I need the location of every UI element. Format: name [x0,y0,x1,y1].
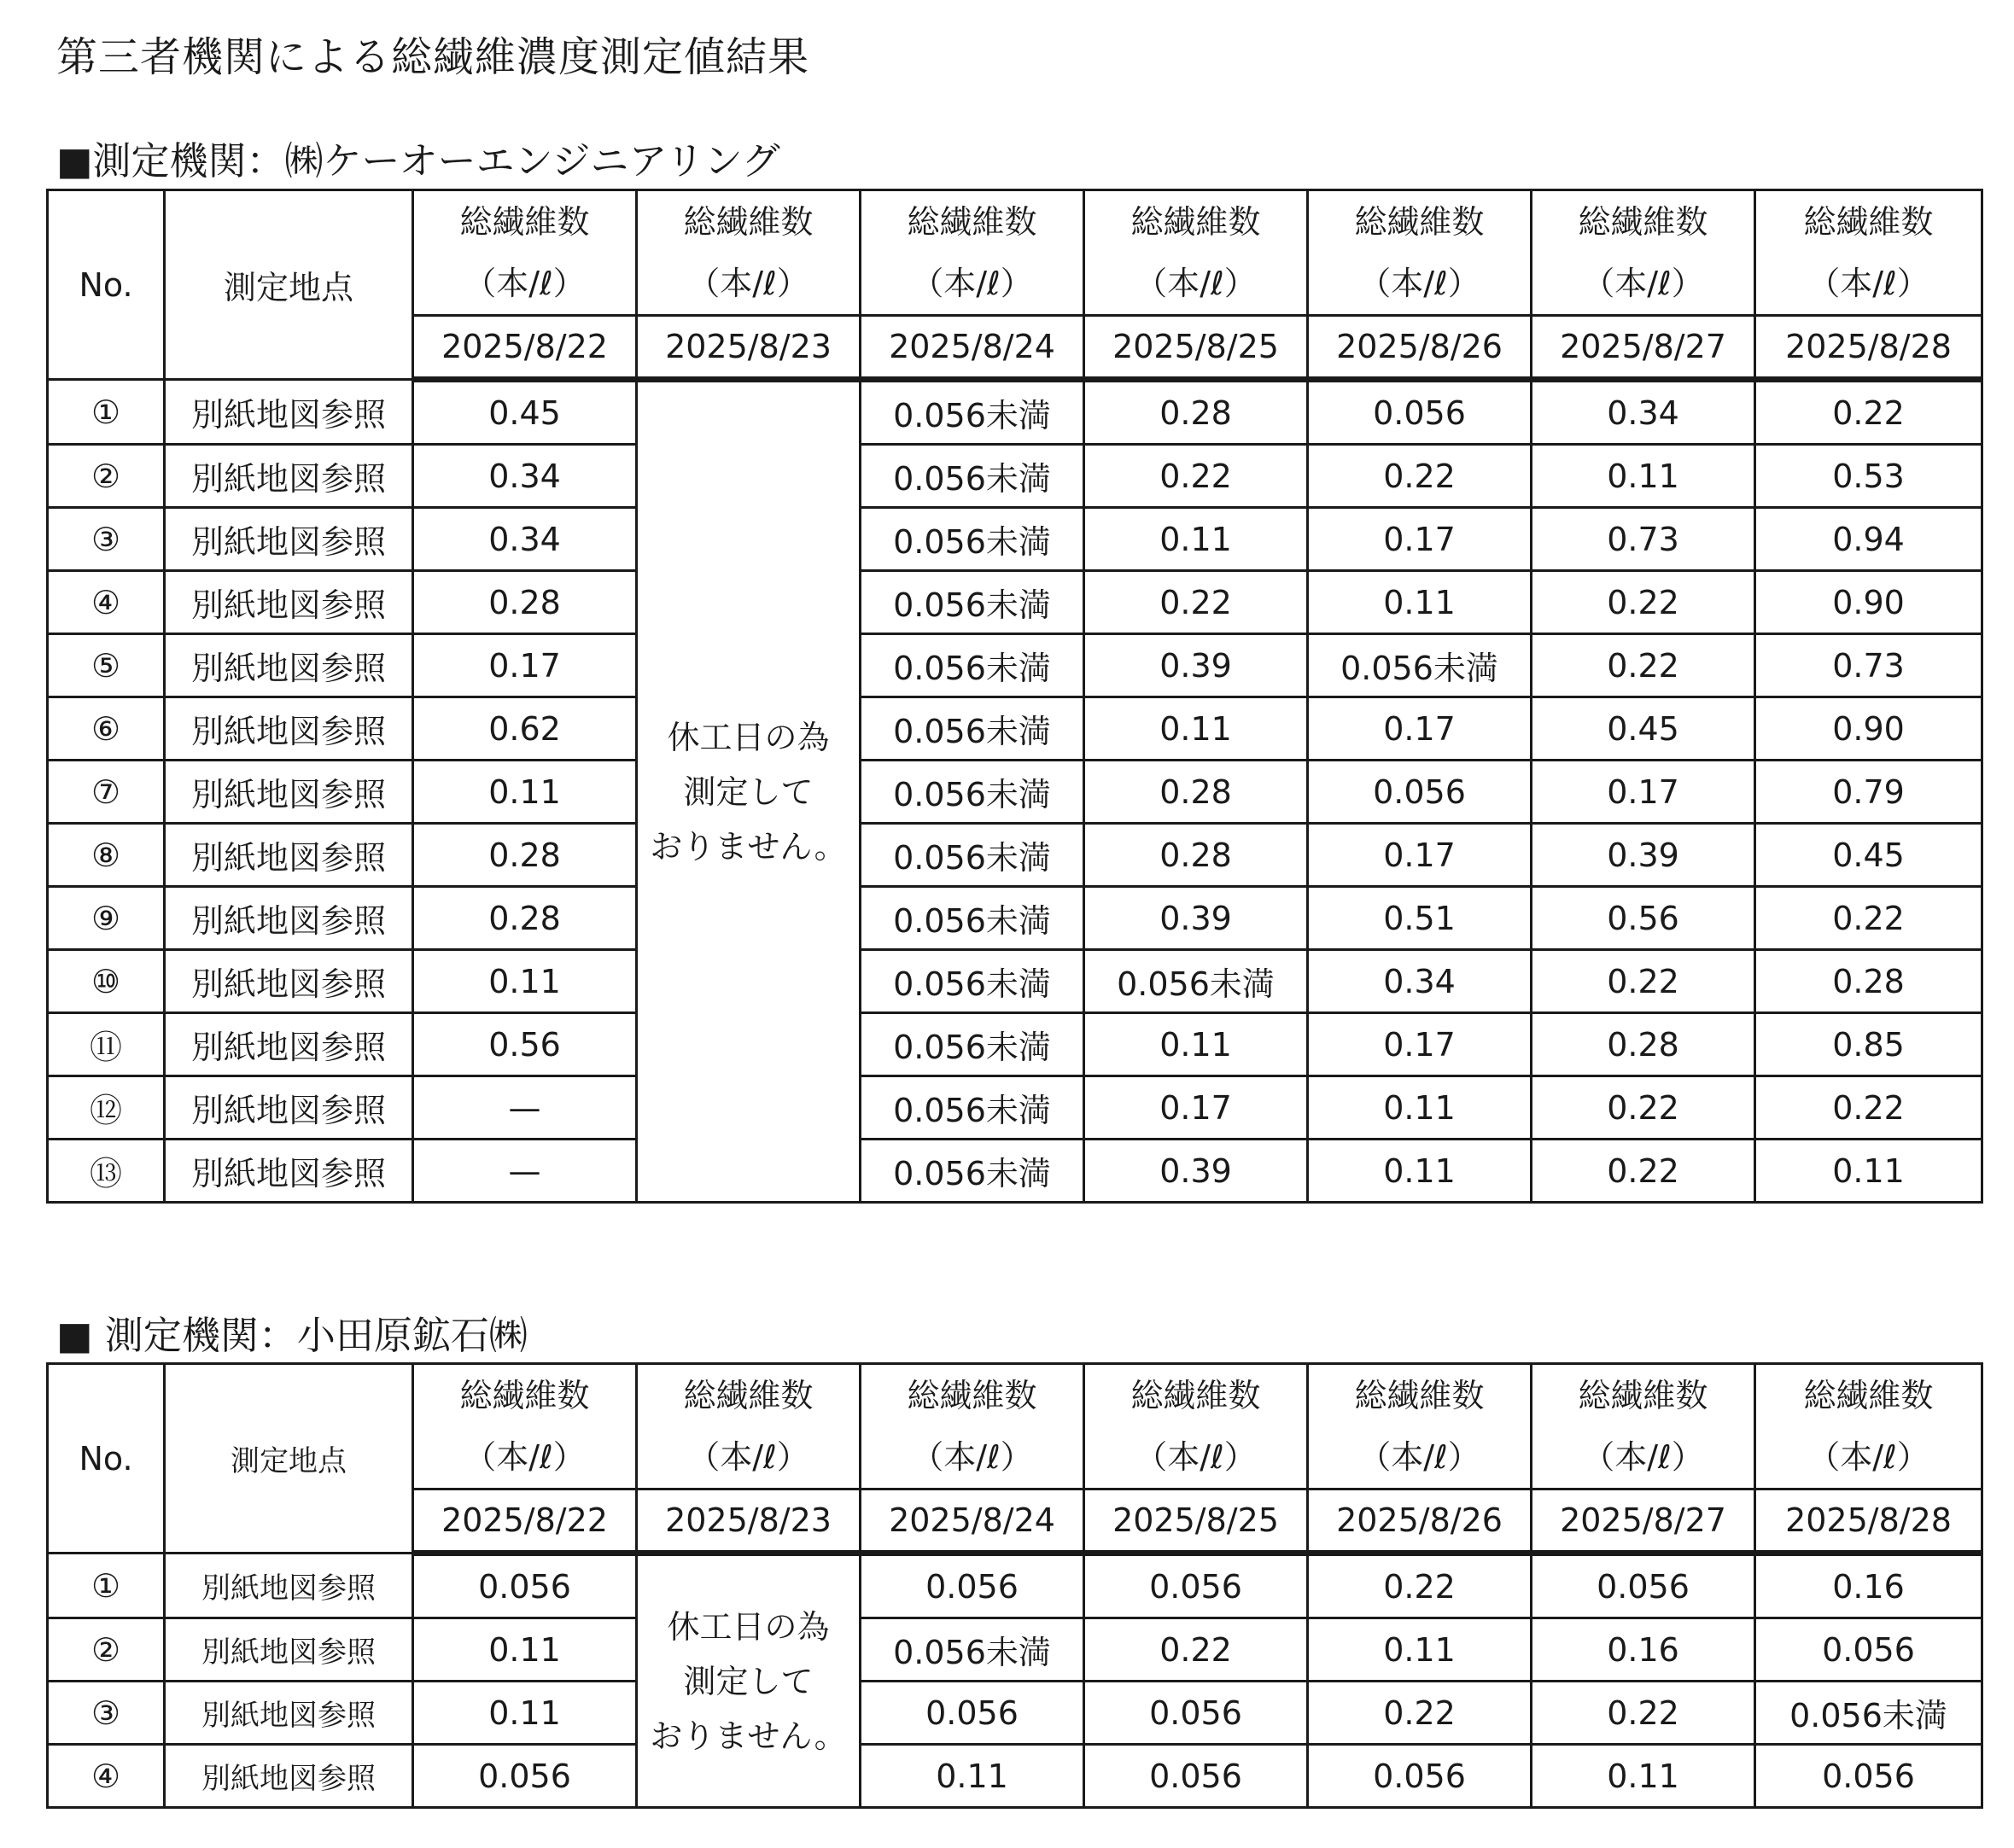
fiber-value-cell: 0.056未満 [1308,634,1532,697]
header-date: 2025/8/27 [1532,1489,1755,1554]
row-number: ⑫ [48,1076,165,1140]
row-number: ⑪ [48,1013,165,1076]
fiber-value-cell: 0.056未満 [861,950,1084,1013]
fiber-value-cell: 0.39 [1084,887,1308,950]
fiber-value-cell: 0.16 [1532,1618,1755,1682]
header-date: 2025/8/28 [1755,1489,1982,1554]
header-fiber-count [861,1364,1084,1489]
fiber-value-cell: 0.73 [1532,508,1755,571]
row-location: 別紙地図参照 [165,508,413,571]
fiber-value-cell: 0.056未満 [861,824,1084,887]
fiber-value-cell: — [413,1140,637,1203]
table-row [48,1140,1982,1203]
fiber-value-cell: 0.22 [1532,1076,1755,1140]
fiber-value-cell: 0.11 [861,1745,1084,1808]
fiber-value-cell: 0.11 [1084,697,1308,761]
fiber-value-cell: 0.22 [1755,1076,1982,1140]
row-number: ⑩ [48,950,165,1013]
header-date: 2025/8/28 [1755,316,1982,380]
table-row [48,634,1982,697]
fiber-value-cell: 0.056 [413,1554,637,1618]
fiber-value-cell: 0.056未満 [861,1076,1084,1140]
fiber-value-cell: 0.22 [1755,380,1982,445]
fiber-value-cell: 0.94 [1755,508,1982,571]
fiber-value-cell: 0.056未満 [861,445,1084,508]
table-row [48,1013,1982,1076]
header-date: 2025/8/23 [637,316,861,380]
header-fiber-count [1532,190,1755,316]
measurement-table-odawara-koseki [46,1362,1983,1809]
header-fiber-label: 総繊維数 [1354,203,1485,241]
row-location: 別紙地図参照 [165,1618,413,1682]
header-unit-label: （本/ℓ） [1582,1438,1704,1476]
fiber-value-cell: 0.11 [413,1618,637,1682]
header-fiber-count [1755,190,1982,316]
fiber-value-cell: 0.056 [1755,1618,1982,1682]
fiber-value-cell: 0.22 [1532,950,1755,1013]
fiber-value-cell: 0.22 [1532,1140,1755,1203]
row-number: ⑨ [48,887,165,950]
fiber-value-cell: 0.056 [861,1554,1084,1618]
row-location: 別紙地図参照 [165,887,413,950]
holiday-note [637,380,861,1203]
header-fiber-label: 総繊維数 [683,203,814,241]
header-fiber-label: 総繊維数 [683,1377,814,1414]
fiber-value-cell: 0.45 [1532,697,1755,761]
row-number: ④ [48,1745,165,1808]
fiber-value-cell: 0.22 [1308,1682,1532,1745]
header-fiber-label: 総繊維数 [1354,1377,1485,1414]
header-fiber-label: 総繊維数 [907,203,1037,241]
holiday-note-line: 測定して [683,772,814,811]
table-row [48,380,1982,445]
fiber-value-cell: 0.22 [1308,445,1532,508]
fiber-value-cell: 0.056 [1308,1745,1532,1808]
fiber-value-cell: 0.056 [1084,1745,1308,1808]
row-number: ⑧ [48,824,165,887]
header-fiber-count [1084,1364,1308,1489]
row-location: 別紙地図参照 [165,824,413,887]
fiber-value-cell: 0.39 [1532,824,1755,887]
row-location: 別紙地図参照 [165,1682,413,1745]
fiber-value-cell: 0.056未満 [861,508,1084,571]
fiber-value-cell: 0.056未満 [861,887,1084,950]
row-number: ⑦ [48,761,165,824]
row-number: ③ [48,1682,165,1745]
row-location: 別紙地図参照 [165,1013,413,1076]
fiber-value-cell: 0.28 [413,824,637,887]
row-number: ③ [48,508,165,571]
row-location: 別紙地図参照 [165,1076,413,1140]
header-no: No. [48,1364,165,1554]
header-date: 2025/8/22 [413,1489,637,1554]
fiber-value-cell: 0.11 [413,950,637,1013]
header-unit-label: （本/ℓ） [1135,1438,1257,1476]
table-row [48,571,1982,634]
fiber-value-cell: 0.53 [1755,445,1982,508]
fiber-value-cell: 0.11 [1084,508,1308,571]
header-fiber-count [413,190,637,316]
fiber-value-cell: 0.90 [1755,697,1982,761]
holiday-note-line: 休工日の為 [667,718,830,756]
fiber-value-cell: 0.17 [1532,761,1755,824]
header-fiber-label: 総繊維数 [459,203,590,241]
header-fiber-label: 総繊維数 [1130,1377,1261,1414]
fiber-value-cell: 0.45 [413,380,637,445]
fiber-value-cell: 0.056未満 [861,761,1084,824]
header-fiber-label: 総繊維数 [1803,203,1934,241]
fiber-value-cell: 0.56 [413,1013,637,1076]
header-date: 2025/8/26 [1308,1489,1532,1554]
fiber-value-cell: 0.11 [1308,1140,1532,1203]
header-unit-label: （本/ℓ） [1807,265,1929,302]
header-row [48,190,1982,316]
fiber-value-cell: 0.79 [1755,761,1982,824]
header-fiber-label: 総繊維数 [907,1377,1037,1414]
fiber-value-cell: 0.17 [1308,508,1532,571]
fiber-value-cell: 0.28 [413,571,637,634]
fiber-value-cell: 0.22 [1755,887,1982,950]
fiber-value-cell: 0.28 [1084,380,1308,445]
fiber-value-cell: 0.17 [413,634,637,697]
fiber-value-cell: 0.17 [1308,697,1532,761]
header-unit-label: （本/ℓ） [1135,265,1257,302]
fiber-value-cell: 0.056 [1755,1745,1982,1808]
header-unit-label: （本/ℓ） [1807,1438,1929,1476]
fiber-value-cell: 0.34 [1308,950,1532,1013]
header-fiber-label: 総繊維数 [1803,1377,1934,1414]
row-location: 別紙地図参照 [165,950,413,1013]
fiber-value-cell: 0.17 [1308,1013,1532,1076]
fiber-value-cell: 0.22 [1532,571,1755,634]
header-date: 2025/8/22 [413,316,637,380]
fiber-value-cell: 0.056未満 [1755,1682,1982,1745]
fiber-value-cell: 0.16 [1755,1554,1982,1618]
header-fiber-count [1532,1364,1755,1489]
header-unit-label: （本/ℓ） [464,265,586,302]
table-row [48,508,1982,571]
fiber-value-cell: 0.11 [1532,1745,1755,1808]
row-location: 別紙地図参照 [165,1140,413,1203]
fiber-value-cell: 0.056未満 [861,1013,1084,1076]
header-unit-label: （本/ℓ） [1582,265,1704,302]
header-unit-label: （本/ℓ） [687,1438,809,1476]
fiber-value-cell: 0.11 [1755,1140,1982,1203]
fiber-value-cell: 0.056未満 [861,634,1084,697]
fiber-value-cell: 0.056 [861,1682,1084,1745]
table-row [48,824,1982,887]
header-fiber-count [861,190,1084,316]
fiber-value-cell: 0.22 [1084,1618,1308,1682]
fiber-value-cell: 0.34 [413,445,637,508]
table-row [48,697,1982,761]
fiber-value-cell: 0.85 [1755,1013,1982,1076]
header-date: 2025/8/25 [1084,316,1308,380]
fiber-value-cell: 0.28 [1084,824,1308,887]
fiber-value-cell: 0.056 [1084,1554,1308,1618]
fiber-value-cell: 0.28 [1755,950,1982,1013]
fiber-value-cell: 0.51 [1308,887,1532,950]
holiday-note-line: 測定して [683,1662,814,1700]
fiber-value-cell: 0.22 [1532,1682,1755,1745]
header-date: 2025/8/24 [861,1489,1084,1554]
table-row [48,950,1982,1013]
table-row [48,445,1982,508]
table-row [48,1682,1982,1745]
fiber-value-cell: 0.34 [413,508,637,571]
header-fiber-count [1308,1364,1532,1489]
holiday-note-line: 休工日の為 [667,1607,830,1646]
row-number: ① [48,380,165,445]
row-number: ⑤ [48,634,165,697]
header-fiber-label: 総繊維数 [1578,1377,1708,1414]
fiber-value-cell: 0.28 [1532,1013,1755,1076]
row-location: 別紙地図参照 [165,380,413,445]
row-number: ② [48,445,165,508]
fiber-value-cell: 0.11 [413,761,637,824]
header-fiber-label: 総繊維数 [1578,203,1708,241]
header-date: 2025/8/26 [1308,316,1532,380]
fiber-value-cell: 0.45 [1755,824,1982,887]
row-location: 別紙地図参照 [165,761,413,824]
fiber-value-cell: 0.056 [1308,761,1532,824]
row-location: 別紙地図参照 [165,445,413,508]
header-no: No. [48,190,165,380]
fiber-value-cell: 0.28 [413,887,637,950]
fiber-value-cell: 0.22 [1532,634,1755,697]
header-date: 2025/8/23 [637,1489,861,1554]
table-row [48,887,1982,950]
fiber-value-cell: 0.56 [1532,887,1755,950]
fiber-value-cell: — [413,1076,637,1140]
fiber-value-cell: 0.056 [413,1745,637,1808]
measurement-table-ko-engineering [46,189,1983,1204]
row-number: ⑬ [48,1140,165,1203]
fiber-value-cell: 0.22 [1084,445,1308,508]
fiber-value-cell: 0.056 [1084,1682,1308,1745]
fiber-value-cell: 0.056 [1532,1554,1755,1618]
section-heading-odawara-koseki: ■ 測定機関：小田原鉱石㈱ [56,1313,528,1358]
fiber-value-cell: 0.39 [1084,634,1308,697]
fiber-value-cell: 0.11 [1308,571,1532,634]
fiber-value-cell: 0.11 [1308,1076,1532,1140]
fiber-value-cell: 0.17 [1308,824,1532,887]
header-unit-label: （本/ℓ） [687,265,809,302]
header-fiber-label: 総繊維数 [1130,203,1261,241]
row-number: ④ [48,571,165,634]
header-fiber-count [637,190,861,316]
row-number: ① [48,1554,165,1618]
fiber-value-cell: 0.22 [1084,571,1308,634]
fiber-value-cell: 0.056未満 [861,697,1084,761]
row-location: 別紙地図参照 [165,1745,413,1808]
row-location: 別紙地図参照 [165,634,413,697]
fiber-value-cell: 0.11 [1532,445,1755,508]
table-row [48,1554,1982,1618]
row-location: 別紙地図参照 [165,697,413,761]
fiber-value-cell: 0.39 [1084,1140,1308,1203]
holiday-note [637,1554,861,1808]
table-row [48,1076,1982,1140]
fiber-value-cell: 0.22 [1308,1554,1532,1618]
fiber-value-cell: 0.34 [1532,380,1755,445]
header-fiber-count [413,1364,637,1489]
header-unit-label: （本/ℓ） [1358,1438,1480,1476]
header-fiber-label: 総繊維数 [459,1377,590,1414]
section-heading-ko-engineering: ■測定機関：㈱ケーオーエンジニアリング [56,138,780,184]
table-row [48,1745,1982,1808]
table-row [48,761,1982,824]
fiber-value-cell: 0.056 [1308,380,1532,445]
table-row [48,1618,1982,1682]
header-row [48,1364,1982,1489]
page-title: 第三者機関による総繊維濃度測定値結果 [56,33,810,81]
fiber-value-cell: 0.056未満 [861,1618,1084,1682]
header-unit-label: （本/ℓ） [464,1438,586,1476]
fiber-value-cell: 0.11 [413,1682,637,1745]
header-fiber-count [1084,190,1308,316]
fiber-value-cell: 0.28 [1084,761,1308,824]
header-unit-label: （本/ℓ） [911,1438,1033,1476]
fiber-value-cell: 0.056未満 [861,571,1084,634]
header-unit-label: （本/ℓ） [911,265,1033,302]
holiday-note-line: おりません。 [650,1717,847,1755]
fiber-value-cell: 0.056未満 [861,380,1084,445]
row-location: 別紙地図参照 [165,1554,413,1618]
header-location: 測定地点 [165,190,413,380]
fiber-value-cell: 0.90 [1755,571,1982,634]
header-date: 2025/8/27 [1532,316,1755,380]
fiber-value-cell: 0.17 [1084,1076,1308,1140]
header-fiber-count [1308,190,1532,316]
header-date: 2025/8/25 [1084,1489,1308,1554]
fiber-value-cell: 0.056未満 [1084,950,1308,1013]
row-location: 別紙地図参照 [165,571,413,634]
fiber-value-cell: 0.11 [1308,1618,1532,1682]
fiber-value-cell: 0.11 [1084,1013,1308,1076]
header-fiber-count [1755,1364,1982,1489]
holiday-note-line: おりません。 [650,827,847,866]
row-number: ② [48,1618,165,1682]
header-fiber-count [637,1364,861,1489]
header-unit-label: （本/ℓ） [1358,265,1480,302]
row-number: ⑥ [48,697,165,761]
fiber-value-cell: 0.056未満 [861,1140,1084,1203]
header-date: 2025/8/24 [861,316,1084,380]
fiber-value-cell: 0.62 [413,697,637,761]
header-location: 測定地点 [165,1364,413,1554]
fiber-value-cell: 0.73 [1755,634,1982,697]
